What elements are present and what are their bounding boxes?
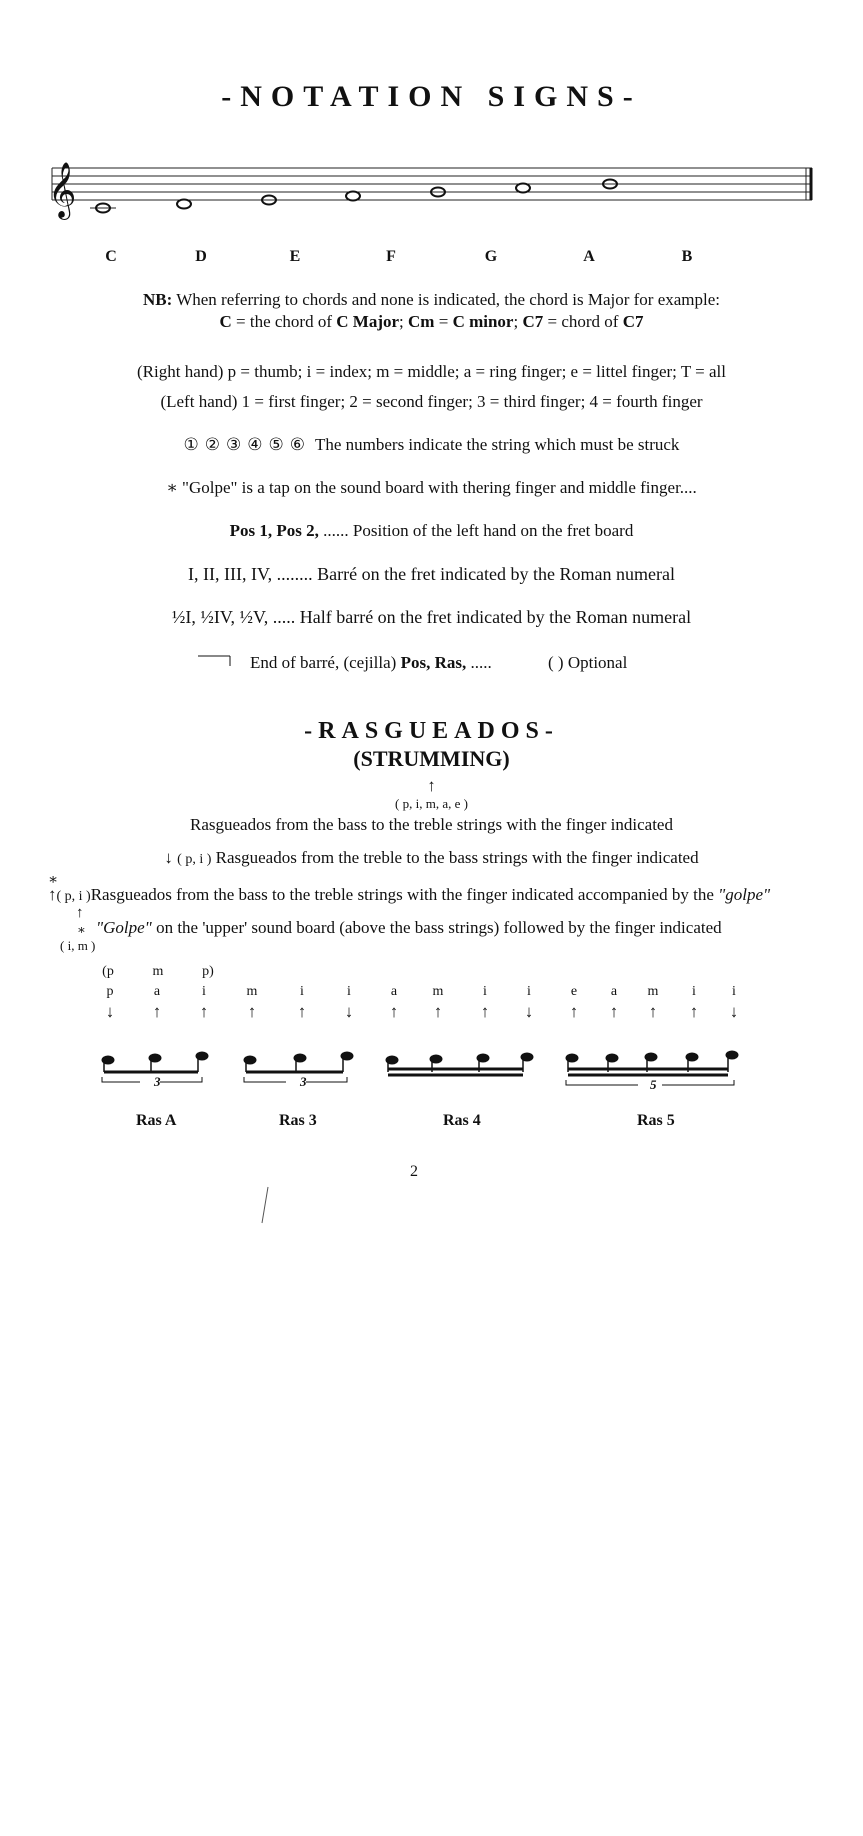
half-barre-legend: ½I, ½IV, ½V, ..... Half barré on the fret indicated by the Roman numeral — [171, 607, 692, 627]
asterisk-icon: ∗ — [48, 872, 59, 888]
pos-legend: Pos 1, Pos 2, ...... Position of the left hand on the fret board — [229, 521, 634, 540]
golpe-legend: ∗ "Golpe" is a tap on the sound board with thering finger and middle finger.... — [166, 478, 697, 497]
nb-line-1: NB: When referring to chords and none is indicated, the chord is Major for example: — [142, 290, 721, 309]
up-arrow-icon: ↑ — [152, 1002, 162, 1021]
up-arrow-icon: ↑ — [648, 1002, 658, 1021]
fingers-im: ( i, m ) — [60, 938, 96, 953]
finger-label: i — [692, 984, 696, 999]
down-arrow-icon: ↓ — [729, 1002, 739, 1021]
up-arrow-icon: ↑ — [247, 1002, 257, 1021]
rasgueados-title: -RASGUEADOS- — [304, 718, 559, 744]
paren-finger: m — [152, 964, 164, 979]
up-arrow-icon: ↑ — [389, 1002, 399, 1021]
paren-finger: p) — [202, 964, 214, 979]
page-number: 2 — [410, 1163, 418, 1180]
up-arrow-icon: ↑ — [433, 1002, 443, 1021]
note-label: A — [583, 248, 595, 265]
rhythm-notation — [90, 1032, 770, 1102]
tuplet-number: 3 — [154, 1074, 161, 1089]
finger-label: a — [390, 984, 398, 999]
finger-label: i — [732, 984, 736, 999]
ras-label: Ras A — [136, 1112, 177, 1129]
strings-legend: ①②③④⑤⑥ The numbers indicate the string which must be struck — [183, 435, 680, 454]
finger-label: i — [300, 984, 304, 999]
ras-label: Ras 4 — [443, 1112, 481, 1129]
rasgueado-down-legend: ↓ ( p, i ) Rasgueados from the treble to the bass strings with the finger indicated — [164, 848, 699, 867]
finger-label: m — [432, 984, 444, 999]
tuplet-number: 5 — [650, 1077, 657, 1092]
finger-label: m — [647, 984, 659, 999]
scan-mark — [258, 1185, 278, 1225]
up-arrow-icon: ↑ — [48, 885, 57, 904]
up-arrow-icon: ↑ — [297, 1002, 307, 1021]
asterisk-icon: ∗ — [166, 478, 178, 497]
down-arrow-icon: ↓ — [105, 1002, 115, 1021]
rasgueado-golpe-legend: ↑( p, i )Rasgueados from the bass to the treble strings with the finger indicated accompanied by the "golpe" — [48, 885, 771, 904]
up-arrow-icon: ↑ — [609, 1002, 619, 1021]
down-arrow-icon: ↓ — [344, 1002, 354, 1021]
finger-label: i — [483, 984, 487, 999]
golpe-upper-legend: "Golpe" on the 'upper' sound board (above the bass strings) followed by the finger indicated — [96, 918, 722, 937]
finger-label: i — [202, 984, 206, 999]
note-f — [346, 192, 360, 201]
down-arrow-icon: ↓ — [164, 848, 173, 867]
up-arrow-icon: ↑ — [199, 1002, 209, 1021]
note-label: F — [386, 248, 396, 265]
optional-legend: ( ) Optional — [548, 653, 628, 672]
ras-label: Ras 3 — [279, 1112, 317, 1129]
right-hand-legend: (Right hand) p = thumb; i = index; m = middle; a = ring finger; e = littel finger; T = all — [137, 362, 726, 381]
note-a — [516, 184, 530, 193]
note-label: D — [195, 248, 207, 265]
finger-label: p — [106, 984, 114, 999]
barre-legend: I, II, III, IV, ........ Barré on the fret indicated by the Roman numeral — [187, 564, 675, 584]
note-d — [177, 200, 191, 209]
up-arrow-icon: ↑ — [480, 1002, 490, 1021]
ras-label: Ras 5 — [637, 1112, 675, 1129]
string-number-icons: ①②③④⑤⑥ — [183, 435, 311, 454]
finger-label: i — [527, 984, 531, 999]
finger-label: i — [347, 984, 351, 999]
paren-finger: (p — [102, 964, 114, 979]
page-title: -NOTATION SIGNS- — [221, 80, 642, 113]
end-barre-legend: End of barré, (cejilla) Pos, Ras, ..... — [250, 653, 492, 672]
note-label: E — [289, 248, 301, 265]
up-arrow-icon: ↑ — [76, 905, 84, 921]
finger-label: a — [153, 984, 161, 999]
finger-label: e — [570, 984, 578, 999]
up-arrow-icon: ↑ — [427, 776, 436, 795]
down-arrow-icon: ↓ — [524, 1002, 534, 1021]
finger-label: m — [246, 984, 258, 999]
finger-label: a — [610, 984, 618, 999]
tuplet-number: 3 — [300, 1074, 307, 1089]
up-arrow-icon: ↑ — [689, 1002, 699, 1021]
asterisk-icon: ∗ — [77, 922, 86, 937]
up-arrow-icon: ↑ — [569, 1002, 579, 1021]
rasgueado-up-legend: Rasgueados from the bass to the treble strings with the finger indicated — [190, 815, 673, 834]
treble-clef: 𝄞 — [48, 162, 77, 218]
note-label: B — [681, 248, 693, 265]
note-label: G — [484, 248, 498, 265]
end-barre-icon — [198, 654, 238, 668]
note-label: C — [105, 248, 117, 265]
left-hand-legend: (Left hand) 1 = first finger; 2 = second finger; 3 = third finger; 4 = fourth finger — [160, 392, 703, 411]
fingers-all: ( p, i, m, a, e ) — [395, 796, 468, 811]
rasgueados-subtitle: (STRUMMING) — [353, 746, 510, 771]
nb-line-2: C = the chord of C Major; Cm = C minor; C7 = chord of C7 — [219, 312, 644, 331]
music-staff — [40, 160, 830, 230]
